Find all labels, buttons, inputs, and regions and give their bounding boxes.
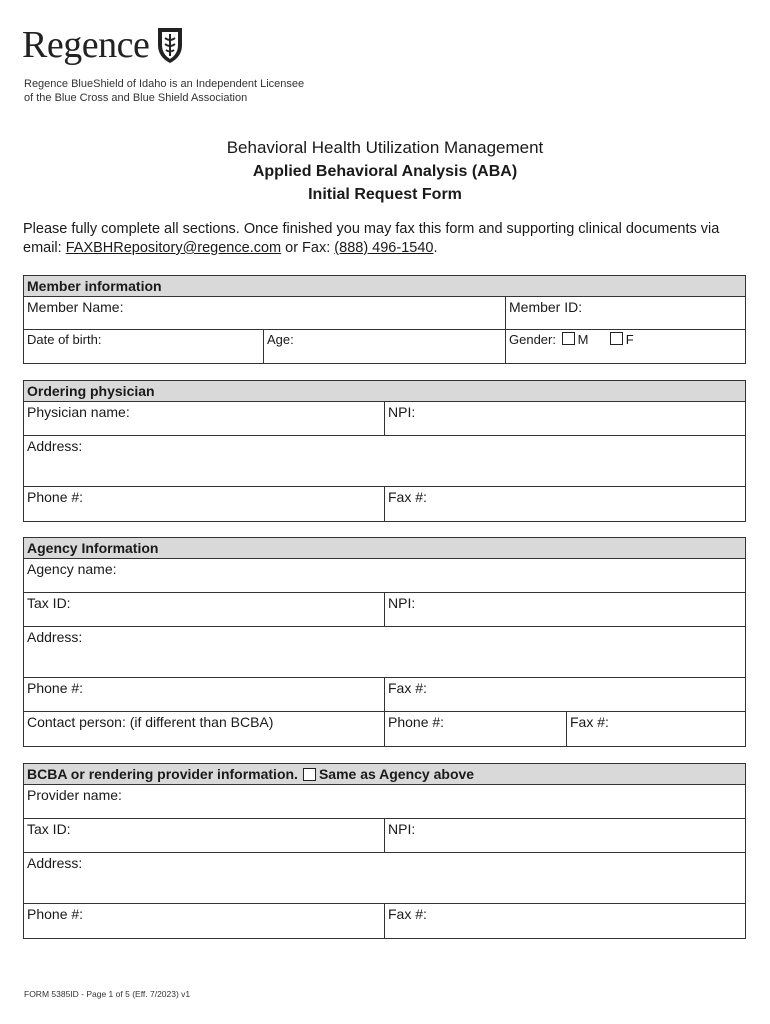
agency-name-label: Agency name:	[27, 561, 117, 577]
same-as-agency-label: Same as Agency above	[318, 766, 475, 782]
form-title-program: Applied Behavioral Analysis (ABA)	[252, 163, 518, 180]
agency-fax-field[interactable]	[385, 678, 745, 711]
contact-fax-field[interactable]	[567, 712, 745, 746]
agency-fax-label: Fax #:	[388, 680, 427, 696]
agency-taxid-label: Tax ID:	[27, 595, 71, 611]
licensee-line-1: Regence BlueShield of Idaho is an Independent Licensee	[24, 78, 305, 90]
bcba-section	[23, 763, 746, 939]
provider-fax-label: Fax #:	[388, 906, 427, 922]
instructions	[23, 220, 753, 258]
form-title-type: Initial Request Form	[308, 186, 462, 203]
gender-m-checkbox[interactable]	[562, 332, 575, 345]
physician-phone-field[interactable]	[24, 487, 385, 521]
physician-name-field[interactable]	[24, 402, 385, 435]
provider-npi-label: NPI:	[388, 821, 416, 837]
gender-label: Gender:	[509, 332, 556, 347]
gender-f-label: F	[625, 332, 634, 347]
agency-npi-field[interactable]	[385, 593, 745, 626]
instructions-end: .	[433, 240, 438, 256]
agency-phone-label: Phone #:	[27, 680, 84, 696]
physician-address-field[interactable]	[24, 436, 745, 486]
gender-m-label: M	[577, 332, 589, 347]
provider-name-label: Provider name:	[27, 787, 122, 803]
licensee-line-2: of the Blue Cross and Blue Shield Association	[24, 92, 248, 104]
gender-field	[506, 330, 745, 363]
form-title-department: Behavioral Health Utilization Management	[226, 138, 544, 157]
agency-address-label: Address:	[27, 629, 83, 645]
member-id-field[interactable]	[506, 297, 745, 329]
provider-phone-field[interactable]	[24, 904, 385, 938]
physician-address-label: Address:	[27, 438, 83, 454]
agency-taxid-field[interactable]	[24, 593, 385, 626]
agency-section	[23, 537, 746, 747]
contact-person-field[interactable]	[24, 712, 385, 746]
physician-npi-label: NPI:	[388, 404, 416, 420]
instructions-text: Please fully complete all sections. Once finished you may fax this form and supporting clinical documents via email:	[23, 221, 720, 256]
physician-section	[23, 380, 746, 522]
member-section-heading: Member information	[24, 276, 745, 297]
provider-taxid-field[interactable]	[24, 819, 385, 852]
agency-name-field[interactable]	[24, 559, 745, 592]
member-section	[23, 275, 746, 364]
age-label: Age:	[267, 332, 294, 347]
member-id-label: Member ID:	[509, 299, 583, 315]
email-link[interactable]: FAXBHRepository@regence.com	[65, 240, 282, 256]
form-footer: FORM 5385ID - Page 1 of 5 (Eff. 7/2023) v1	[24, 989, 191, 999]
instructions-fax-prefix: or Fax:	[281, 240, 335, 256]
contact-person-label: Contact person: (if different than BCBA)	[27, 714, 274, 730]
physician-npi-field[interactable]	[385, 402, 745, 435]
dob-field[interactable]	[24, 330, 264, 363]
provider-fax-field[interactable]	[385, 904, 745, 938]
shield-icon	[155, 25, 185, 65]
contact-fax-label: Fax #:	[570, 714, 609, 730]
provider-npi-field[interactable]	[385, 819, 745, 852]
fax-number-link[interactable]: (888) 496-1540	[334, 240, 434, 256]
physician-fax-label: Fax #:	[388, 489, 427, 505]
agency-npi-label: NPI:	[388, 595, 416, 611]
agency-address-field[interactable]	[24, 627, 745, 677]
age-field[interactable]	[264, 330, 506, 363]
logo-text: Regence	[22, 24, 150, 66]
physician-name-label: Physician name:	[27, 404, 130, 420]
provider-taxid-label: Tax ID:	[27, 821, 71, 837]
member-name-label: Member Name:	[27, 299, 124, 315]
bcba-heading-text: BCBA or rendering provider information.	[27, 766, 298, 782]
physician-section-heading: Ordering physician	[24, 381, 745, 402]
contact-phone-label: Phone #:	[388, 714, 445, 730]
provider-address-field[interactable]	[24, 853, 745, 903]
licensee-notice	[24, 77, 304, 105]
provider-phone-label: Phone #:	[27, 906, 84, 922]
dob-label: Date of birth:	[27, 332, 102, 347]
same-as-agency-checkbox[interactable]	[303, 768, 316, 781]
physician-phone-label: Phone #:	[27, 489, 84, 505]
agency-phone-field[interactable]	[24, 678, 385, 711]
gender-f-checkbox[interactable]	[610, 332, 623, 345]
contact-phone-field[interactable]	[385, 712, 567, 746]
agency-section-heading: Agency Information	[24, 538, 745, 559]
regence-logo	[22, 22, 185, 68]
provider-name-field[interactable]	[24, 785, 745, 818]
physician-fax-field[interactable]	[385, 487, 745, 521]
bcba-section-heading	[24, 764, 745, 785]
provider-address-label: Address:	[27, 855, 83, 871]
member-name-field[interactable]	[24, 297, 506, 329]
